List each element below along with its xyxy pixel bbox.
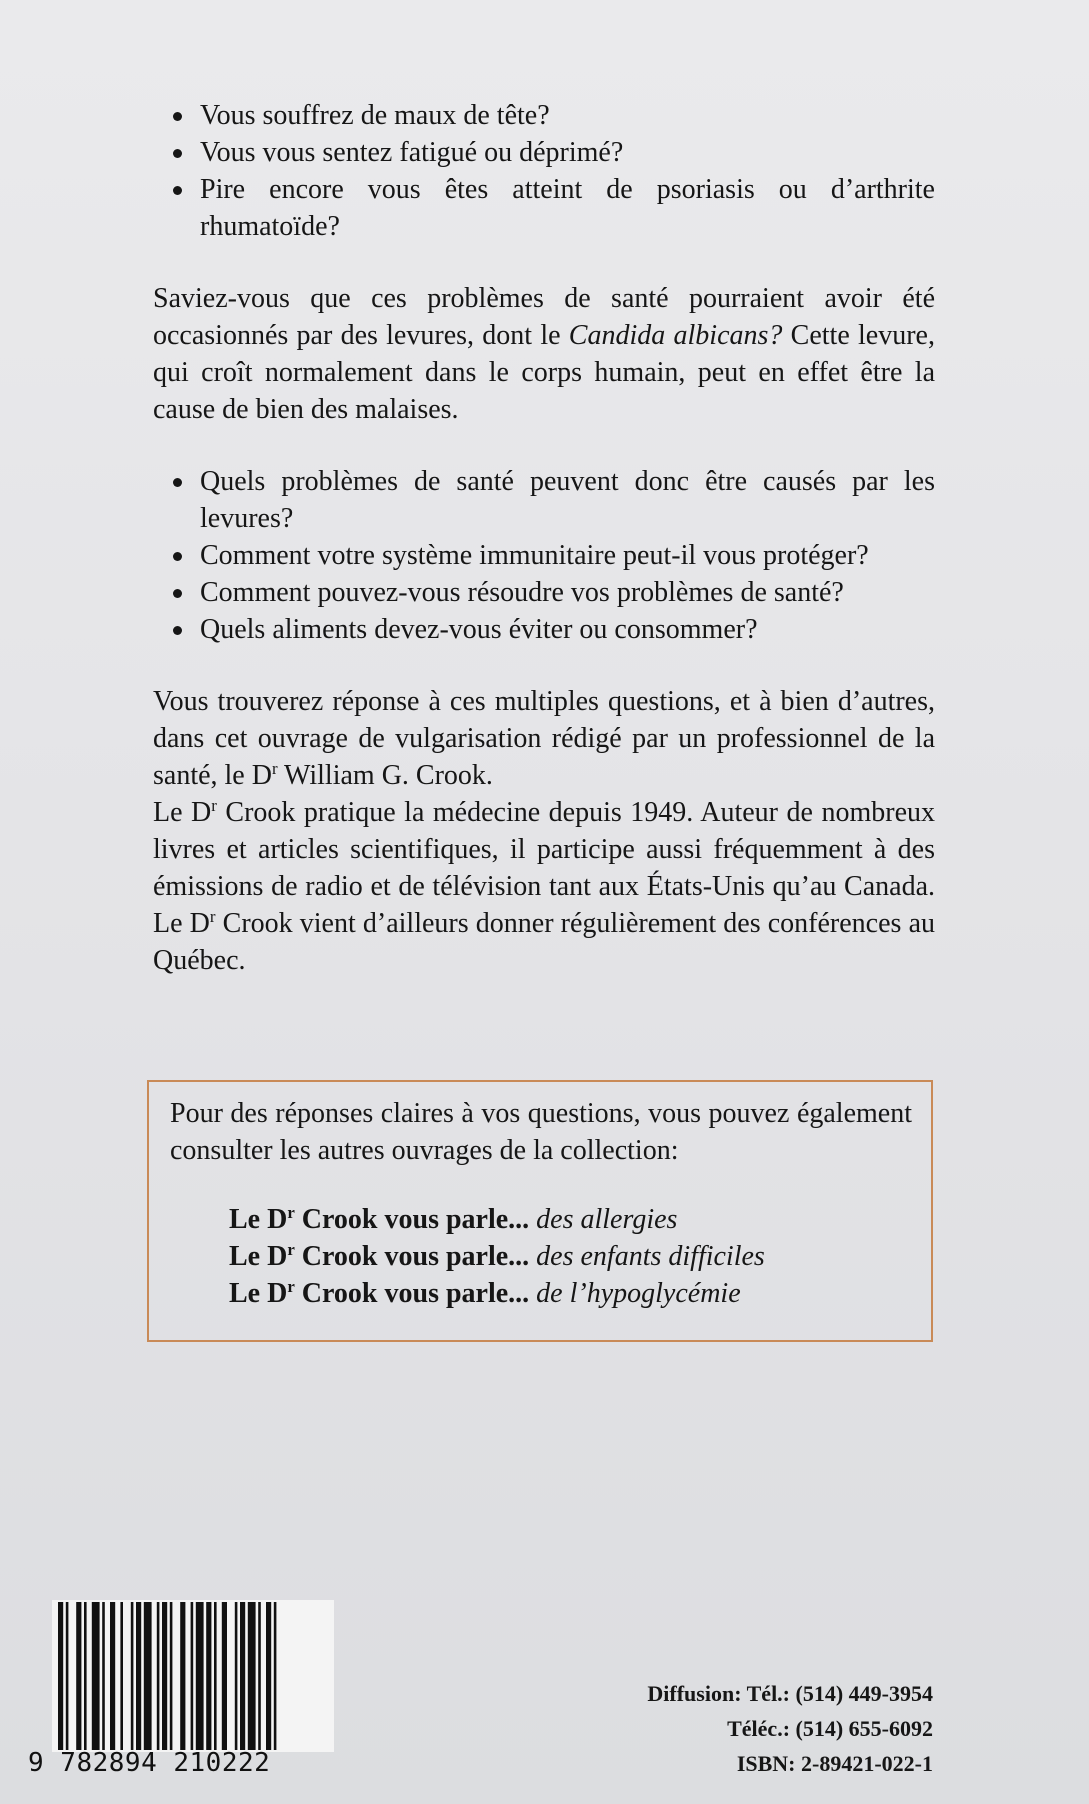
barcode-bar (157, 1602, 160, 1750)
candida-paragraph: Saviez-vous que ces problèmes de santé pourraient avoir été occasionnés par des levures, dont le Candida albicans? Cette levure, qui croît normalement dans le corps humain, peut en effet être la cause de bien des malaises. (153, 283, 935, 425)
barcode-number: 9 782894 210222 (28, 1748, 271, 1778)
barcode-bar (102, 1602, 105, 1750)
symptom-questions-list (153, 97, 935, 245)
collection-list (229, 1201, 912, 1312)
barcode-bar (266, 1602, 271, 1750)
barcode-bar (58, 1602, 63, 1750)
barcode-bar (76, 1602, 81, 1750)
barcode-bar (258, 1602, 261, 1750)
list-item: Vous vous sentez fatigué ou déprimé? (200, 134, 935, 171)
barcode-bar (274, 1602, 277, 1750)
barcode-bar (214, 1602, 217, 1750)
barcode-bar (110, 1602, 115, 1750)
publisher-info (647, 1676, 933, 1781)
list-item: Quels problèmes de santé peuvent donc être causés par les levures? (200, 463, 935, 537)
collection-item-allergies: Le $D^r$ Crook vous parle... des allergies (229, 1202, 678, 1235)
barcode-bar (235, 1602, 238, 1750)
list-item: Quels aliments devez-vous éviter ou consommer? (200, 611, 935, 648)
list-item: Vous souffrez de maux de tête? (200, 97, 935, 134)
collection-item-enfants: Le $D^r$ Crook vous parle... des enfants difficiles (229, 1239, 765, 1272)
barcode-bar (92, 1602, 100, 1750)
barcode-bar (206, 1602, 211, 1750)
list-item: Comment votre système immunitaire peut-il vous protéger? (200, 537, 935, 574)
barcode-bar (131, 1602, 134, 1750)
barcode-bar (66, 1602, 69, 1750)
barcode-bar (144, 1602, 152, 1750)
back-cover-text (153, 97, 935, 979)
barcode-bar (170, 1602, 173, 1750)
diffusion-phone: Diffusion: Tél.: (514) 449-3954 (647, 1681, 933, 1706)
collection-box (147, 1080, 933, 1342)
barcode-bar (162, 1602, 167, 1750)
author-bio-paragraph: Le $D^r$ Crook pratique la médecine depuis 1949. Auteur de nombreux livres et articles scientifiques, il participe aussi fréquemment à des émissions de radio et de télévision tant aux États-Unis qu’au Canada. Le $D^r$ Crook vient d’ailleurs donner régulièrement des conférences au Québec. (153, 795, 935, 976)
list-item: Comment pouvez-vous résoudre vos problèmes de santé? (200, 574, 935, 611)
barcode-bar (222, 1602, 227, 1750)
health-questions-list (153, 463, 935, 648)
barcode-bar (196, 1602, 204, 1750)
barcode-bar (84, 1602, 87, 1750)
isbn: ISBN: 2-89421-022-1 (736, 1751, 933, 1776)
fax-number: Téléc.: (514) 655-6092 (727, 1716, 933, 1741)
collection-item-hypoglycemie: Le $D^r$ Crook vous parle... de l’hypoglycémie (229, 1276, 741, 1309)
author-paragraph: Vous trouverez réponse à ces multiples questions, et à bien d’autres, dans cet ouvrage de vulgarisation rédigé par un professionnel de la santé, le $D^r$ William G. Crook. (153, 686, 935, 791)
barcode-bar (191, 1602, 194, 1750)
list-item: Pire encore vous êtes atteint de psoriasis ou d’arthrite rhumatoïde? (200, 171, 935, 245)
collection-intro: Pour des réponses claires à vos questions, vous pouvez également consulter les autres ouvrages de la collection: (170, 1098, 912, 1166)
barcode-bar (180, 1602, 185, 1750)
barcode-bar (136, 1602, 141, 1750)
candida-name: Candida albicans? (568, 320, 783, 351)
barcode-bar (248, 1602, 256, 1750)
barcode-bar (120, 1602, 123, 1750)
barcode (52, 1600, 334, 1752)
barcode-bar (240, 1602, 245, 1750)
